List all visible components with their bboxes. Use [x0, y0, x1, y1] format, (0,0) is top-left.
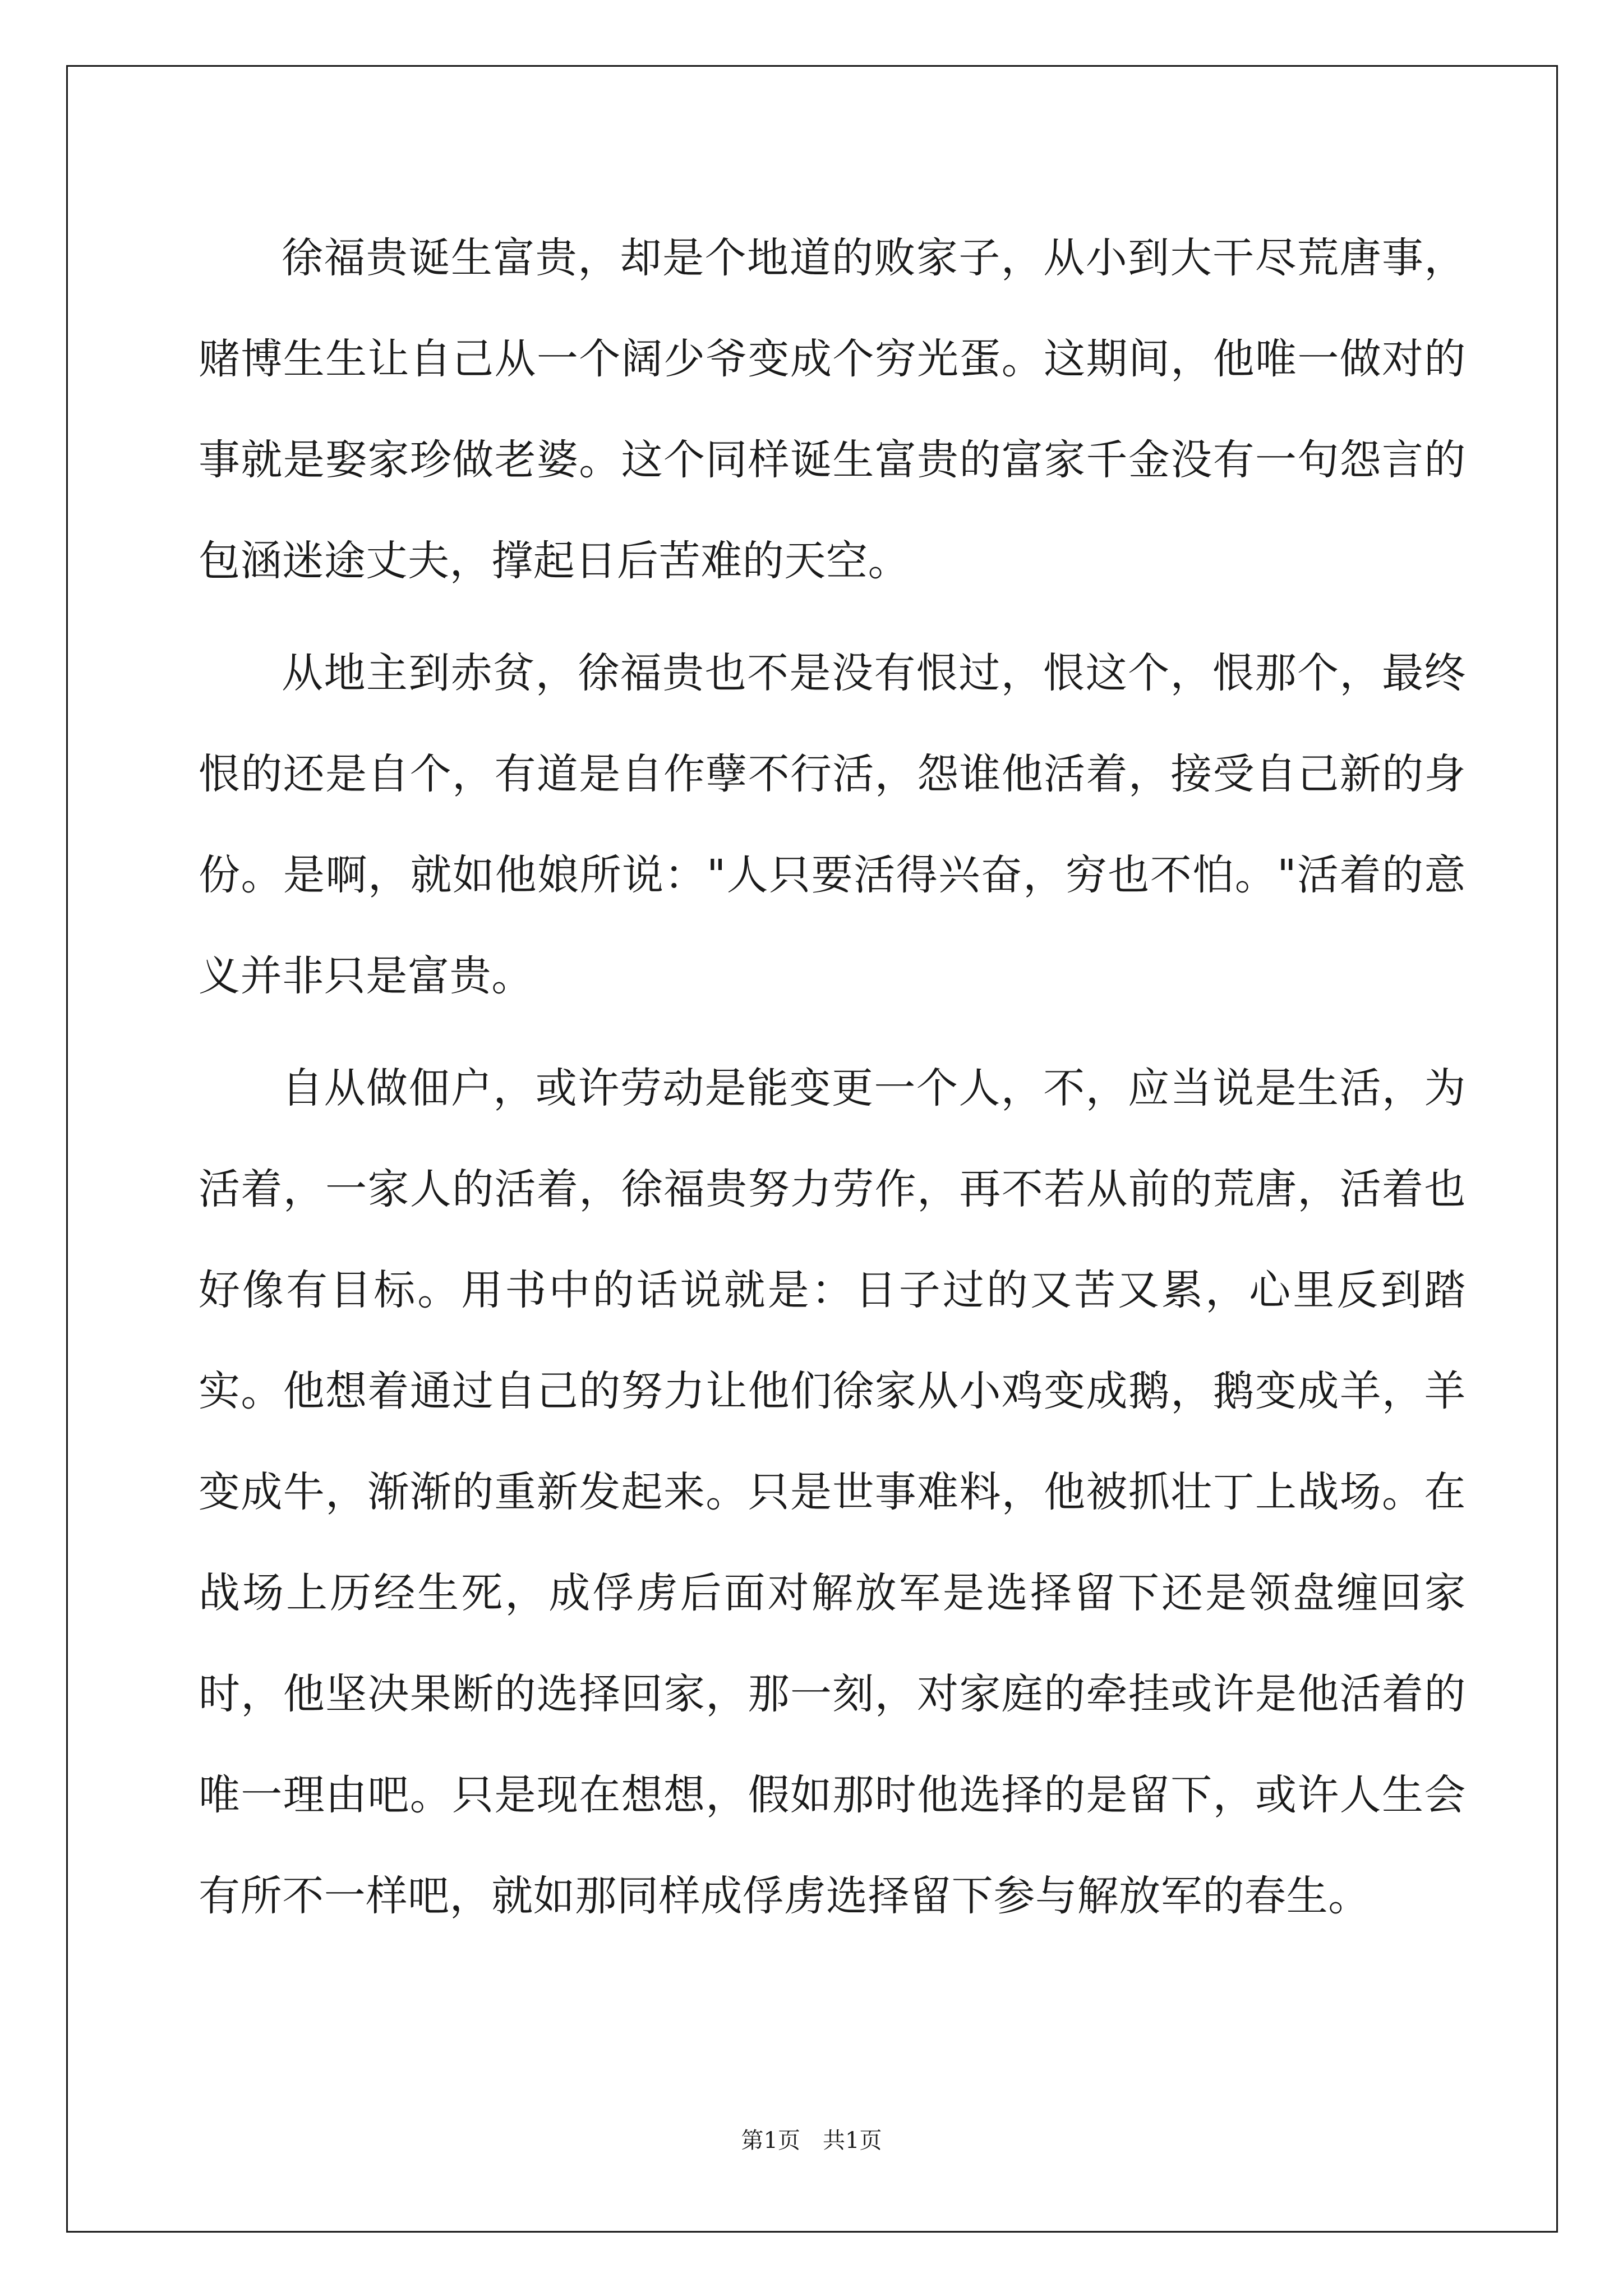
page-footer: [0, 2123, 1623, 2155]
paragraph-1: 徐福贵诞生富贵，却是个地道的败家子，从小到大干尽荒唐事，赌博生生让自己从一个阔少爷变成个穷光蛋。这期间，他唯一做对的事就是娶家珍做老婆。这个同样诞生富贵的富家千金没有一句怨言的包涵迷途丈夫，撑起日后苦难的天空。: [199, 234, 1466, 585]
page-number-current: 第1页: [741, 2128, 800, 2154]
document-body: [199, 208, 1466, 1947]
page-number-total: 共1页: [823, 2128, 882, 2154]
paragraph-3: 自从做佃户，或许劳动是能变更一个人，不，应当说是生活，为活着，一家人的活着，徐福贵努力劳作，再不若从前的荒唐，活着也好像有目标。用书中的话说就是：日子过的又苦又累，心里反到踏实。他想着通过自己的努力让他们徐家从小鸡变成鹅，鹅变成羊，羊变成牛，渐渐的重新发起来。只是世事难料，他被抓壮丁上战场。在战场上历经生死，成俘虏后面对解放军是选择留下还是领盘缠回家时，他坚决果断的选择回家，那一刻，对家庭的牵挂或许是他活着的唯一理由吧。只是现在想想，假如那时他选择的是留下，或许人生会有所不一样吧，就如那同样成俘虏选择留下参与解放军的春生。: [199, 1064, 1466, 1920]
paragraph-2: 从地主到赤贫，徐福贵也不是没有恨过，恨这个，恨那个，最终恨的还是自个，有道是自作孽不行活，怨谁他活着，接受自己新的身份。是啊，就如他娘所说："人只要活得兴奋，穷也不怕。"活着的意义并非只是富贵。: [199, 649, 1466, 1000]
